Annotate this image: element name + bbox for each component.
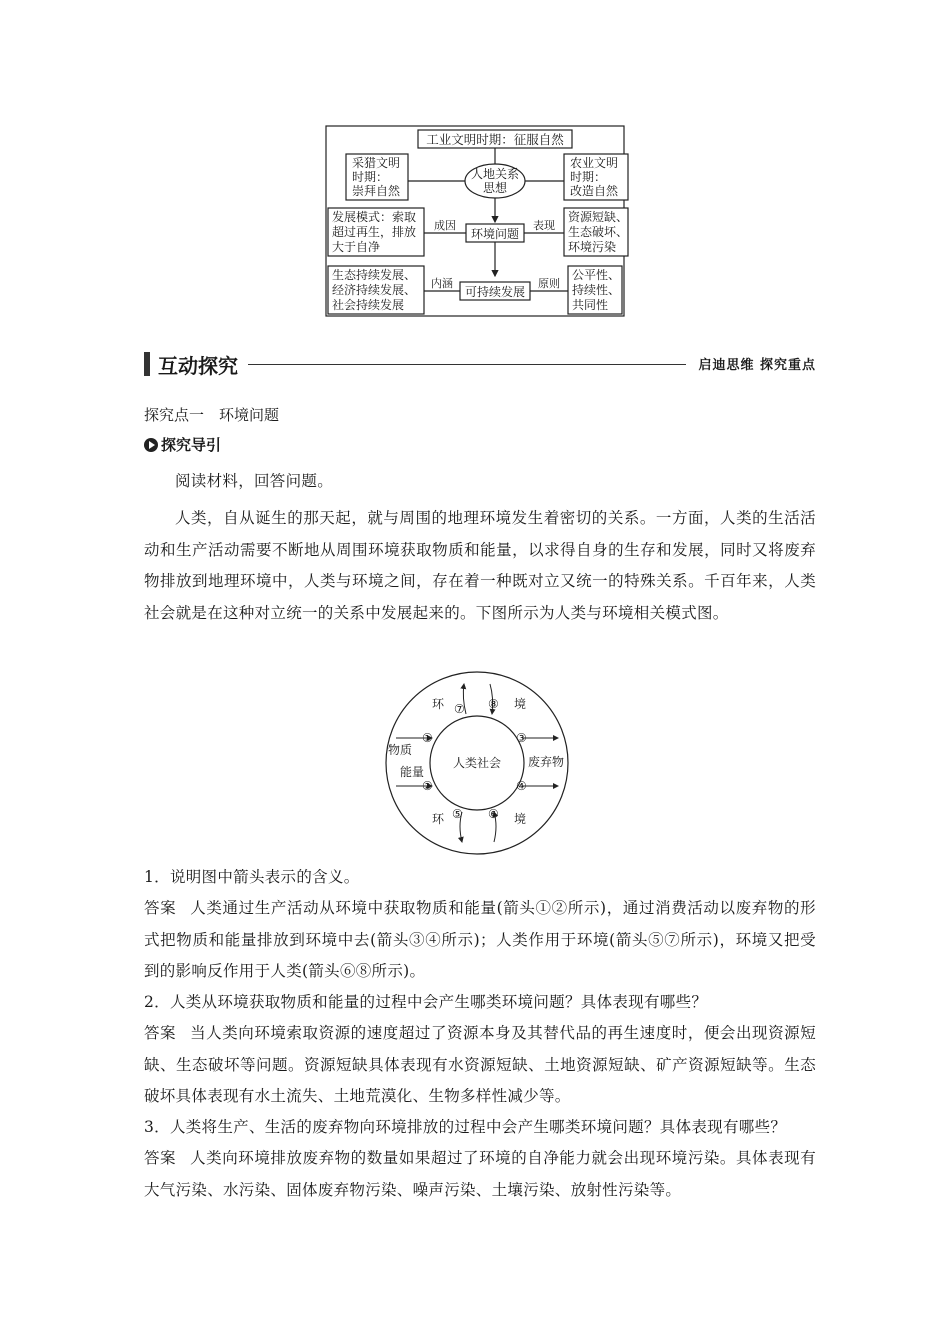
cm-center-mid-text: 环境问题 [470, 227, 520, 241]
cm-right-mid-l2: 生态破坏、 [568, 225, 629, 239]
left-label-matter: 物质 [388, 743, 413, 757]
answer-label: 答案 [144, 1149, 177, 1167]
guide-label: 探究导引 [161, 436, 222, 454]
cm-center-l1: 人地关系 [470, 167, 520, 181]
answer-1-text: 人类通过生产活动从环境中获取物质和能量(箭头①②所示)，通过消费活动以废弃物的形式把物质和能量排放到环境中去(箭头③④所示)；人类作用于环境(箭头⑤⑦所示)，环境又把受到的影响反作用于人类(箭头⑥⑧所示)。 [144, 899, 816, 980]
right-label-waste: 废弃物 [528, 755, 565, 769]
cm-link-cause: 成因 [434, 219, 456, 232]
center-label: 人类社会 [452, 756, 502, 770]
explore-point-title: 探究点一 环境问题 [144, 406, 280, 424]
cm-left-top-l2: 时期： [352, 170, 389, 184]
cm-left-bot-l2: 经济持续发展、 [332, 283, 417, 297]
env-label-tl: 环 [432, 697, 445, 711]
cm-right-top-l3: 改造自然 [570, 184, 619, 198]
cm-right-bot-l2: 持续性、 [572, 283, 621, 297]
concept-map [320, 124, 630, 318]
cm-right-top-l1: 农业文明 [570, 156, 619, 170]
question-1: 1．说明图中箭头表示的含义。 [144, 868, 360, 886]
section-mark [144, 352, 150, 376]
answer-label: 答案 [144, 899, 177, 917]
cm-top-text: 工业文明时期：征服自然 [426, 132, 564, 147]
answer-1 [144, 893, 816, 988]
answer-label: 答案 [144, 1024, 177, 1042]
cm-left-bot-l1: 生态持续发展、 [332, 268, 417, 282]
answer-2 [144, 1018, 816, 1113]
cycle-diagram [382, 668, 572, 858]
answer-3-text: 人类向环境排放废弃物的数量如果超过了环境的自净能力就会出现环境污染。具体表现有大气污染、水污染、固体废弃物污染、噪声污染、土壤污染、放射性污染等。 [144, 1149, 817, 1199]
env-label-br: 境 [514, 812, 527, 826]
cm-left-mid-l2: 超过再生，排放 [332, 225, 417, 239]
intro-text: 阅读材料，回答问题。 [175, 472, 334, 490]
answer-2-text: 当人类向环境索取资源的速度超过了资源本身及其替代品的再生速度时，便会出现资源短缺、生态破坏等问题。资源短缺具体表现有水资源短缺、土地资源短缺、矿产资源短缺等。生态破坏具体表现有水土流失、土地荒漠化、生物多样性减少等。 [144, 1024, 817, 1105]
cm-right-mid-l1: 资源短缺、 [568, 210, 629, 224]
num-1: ① [422, 731, 433, 745]
num-5: ⑤ [452, 807, 463, 821]
question-2: 2．人类从环境获取物质和能量的过程中会产生哪类环境问题？具体表现有哪些？ [144, 993, 708, 1011]
section-title: 互动探究 [158, 354, 238, 378]
num-4: ④ [516, 779, 527, 793]
num-2: ② [422, 779, 433, 793]
question-3: 3．人类将生产、生活的废弃物向环境排放的过程中会产生哪类环境问题？具体表现有哪些？ [144, 1118, 787, 1136]
cm-right-bot-l3: 共同性 [572, 298, 609, 312]
cm-left-mid-l1: 发展模式：索取 [332, 210, 417, 224]
cm-link-meaning: 内涵 [431, 277, 453, 290]
left-label-energy: 能量 [400, 765, 425, 779]
guide-heading [144, 434, 221, 455]
cm-right-bot-l1: 公平性、 [572, 268, 621, 282]
answer-3 [144, 1143, 816, 1206]
cm-left-bot-l3: 社会持续发展 [332, 298, 405, 312]
play-circle-icon [144, 438, 158, 452]
num-7: ⑦ [454, 702, 465, 716]
material-text: 人类，自从诞生的那天起，就与周围的地理环境发生着密切的关系。一方面，人类的生活活动和生产活动需要不断地从周围环境获取物质和能量，以求得自身的生存和发展，同时又将废弃物排放到地理环境中，人类与环境之间，存在着一种既对立又统一的特殊关系。千百年来，人类社会就是在这种对立统一的关系中发展起来的。下图所示为人类与环境相关模式图。 [144, 509, 816, 622]
section-rule [248, 364, 686, 365]
cm-left-top-l3: 崇拜自然 [352, 184, 401, 198]
cm-center-l2: 思想 [482, 181, 508, 195]
env-label-bl: 环 [432, 812, 445, 826]
cm-link-principle: 原则 [538, 277, 560, 290]
cm-link-show: 表现 [533, 219, 555, 232]
cm-left-mid-l3: 大于自净 [332, 240, 381, 254]
section-tag: 启迪思维 探究重点 [698, 358, 816, 373]
cm-center-bot-text: 可持续发展 [464, 285, 526, 299]
num-8: ⑧ [488, 697, 499, 711]
cm-right-top-l2: 时期： [570, 170, 607, 184]
num-3: ③ [516, 731, 527, 745]
cm-right-mid-l3: 环境污染 [568, 240, 617, 254]
section-header [144, 350, 816, 378]
env-label-tr: 境 [514, 697, 527, 711]
cm-left-top-l1: 采猎文明 [352, 156, 401, 170]
num-6: ⑥ [488, 807, 499, 821]
